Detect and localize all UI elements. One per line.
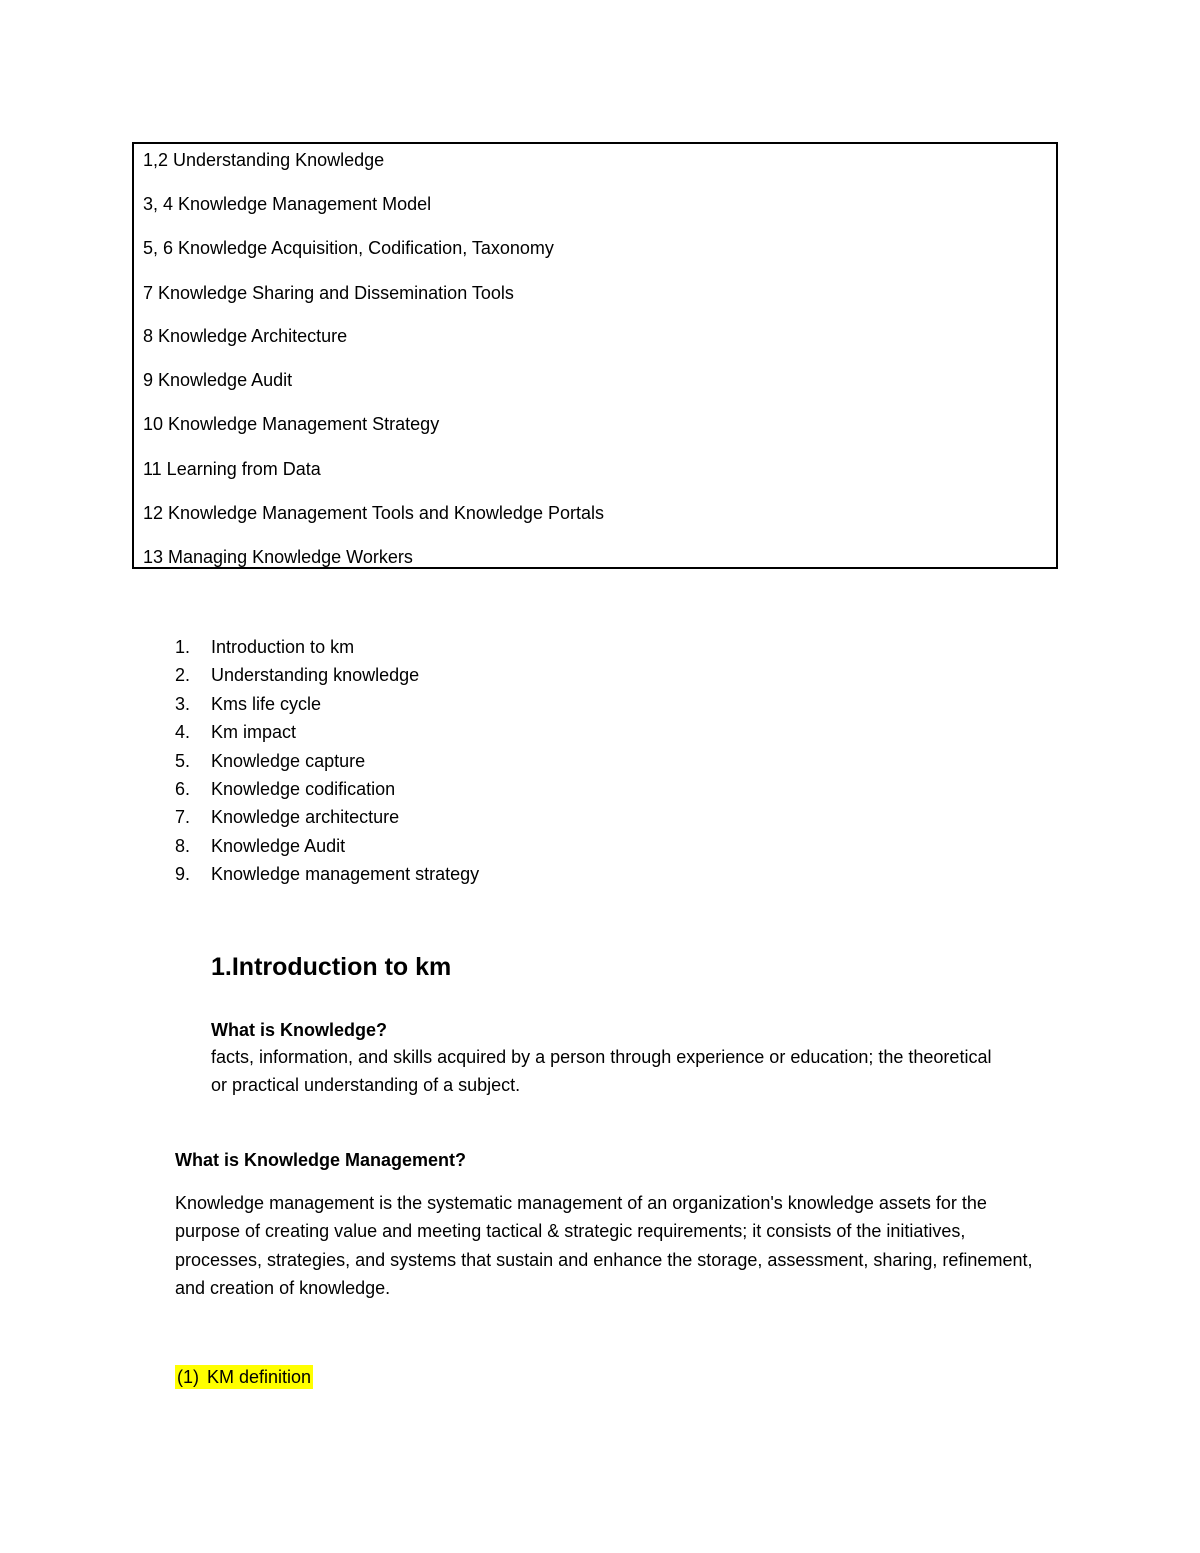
topics-table-row: 7 Knowledge Sharing and Dissemination Tools: [143, 283, 514, 303]
list-item-text: Introduction to km: [211, 637, 355, 657]
list-item-text: Knowledge architecture: [211, 807, 400, 828]
topics-table-row: 8 Knowledge Architecture: [143, 326, 348, 346]
highlighted-item-number: (1): [177, 1367, 199, 1387]
topics-table: [132, 142, 1058, 569]
highlighted-item-text: KM definition: [207, 1367, 312, 1387]
list-item-text: Understanding knowledge: [211, 665, 420, 686]
list-item-text: Knowledge management strategy: [211, 864, 480, 885]
list-number: 3.: [175, 693, 191, 714]
topics-table-row: 3, 4 Knowledge Management Model: [143, 194, 432, 214]
list-number: 6.: [175, 778, 191, 799]
highlighted-list-item: [175, 1365, 313, 1389]
list-item-text: Knowledge Audit: [211, 835, 346, 856]
list-number: 4.: [175, 722, 191, 743]
list-number: 9.: [175, 864, 191, 885]
topics-table-row: 9 Knowledge Audit: [143, 370, 293, 390]
section-heading: 1.Introduction to km: [211, 953, 452, 981]
list-item-text: Knowledge codification: [211, 778, 396, 799]
list-number: 5.: [175, 750, 191, 771]
list-number: 7.: [175, 807, 191, 828]
km-definition-paragraph: Knowledge management is the systematic management of an organization's knowledge assets for the purpose of creating value and meeting tactical & strategic requirements; it consists of the initiatives, processes, strategies, and systems that sustain and enhance the storage, assessment, sharing, refinement, and creation of knowledge.: [175, 1193, 1033, 1298]
km-question-heading: What is Knowledge Management?: [175, 1150, 467, 1170]
list-number: 2.: [175, 665, 191, 686]
topics-table-row: 10 Knowledge Management Strategy: [143, 414, 440, 434]
topics-table-row: 13 Managing Knowledge Workers: [143, 547, 413, 567]
list-item-text: Knowledge capture: [211, 750, 366, 771]
knowledge-definition-paragraph: facts, information, and skills acquired by a person through experience or education; the theoretical or practical understanding of a subject.: [211, 1047, 992, 1096]
topics-table-row: 5, 6 Knowledge Acquisition, Codification, Taxonomy: [143, 238, 554, 258]
list-number: 8.: [175, 835, 191, 856]
list-number: 1.: [175, 637, 191, 657]
knowledge-question-heading: What is Knowledge?: [211, 1020, 388, 1040]
topics-table-row: 11 Learning from Data: [143, 459, 321, 479]
list-item-text: Km impact: [211, 722, 297, 743]
list-item-text: Kms life cycle: [211, 693, 322, 714]
topics-table-row: 1,2 Understanding Knowledge: [143, 150, 385, 170]
topics-table-row: 12 Knowledge Management Tools and Knowledge Portals: [143, 503, 604, 523]
